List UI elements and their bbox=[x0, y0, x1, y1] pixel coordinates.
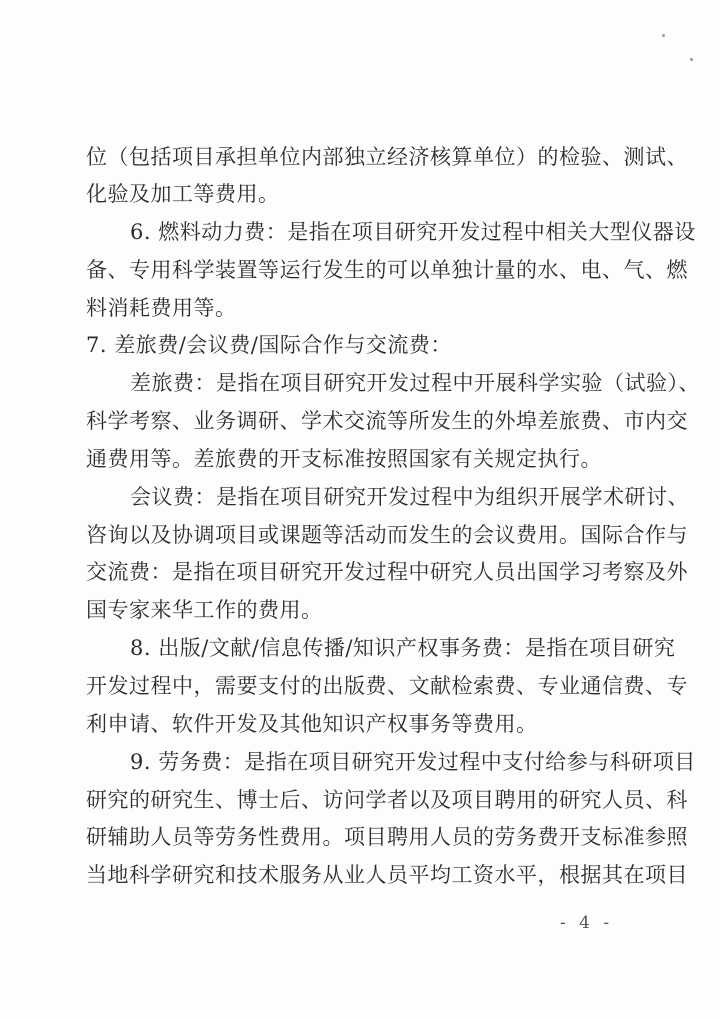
text-line: 利申请、软件开发及其他知识产权事务等费用。 bbox=[86, 712, 538, 736]
text-line: 通费用等。差旅费的开支标准按照国家有关规定执行。 bbox=[86, 447, 602, 471]
scan-speck bbox=[662, 34, 665, 37]
section-heading-publication: 8. 出版/文献/信息传播/知识产权事务费：是指在项目研究 bbox=[130, 636, 676, 660]
text-line: 会议费：是指在项目研究开发过程中为组织开展学术研讨、 bbox=[130, 485, 689, 509]
scan-speck bbox=[690, 58, 693, 61]
text-line: 料消耗费用等。 bbox=[86, 296, 237, 320]
text-line: 化验及加工等费用。 bbox=[86, 182, 280, 206]
text-line: 开发过程中，需要支付的出版费、文献检索费、专业通信费、专 bbox=[86, 674, 688, 698]
page-number: - 4 - bbox=[560, 913, 614, 933]
text-line: 咨询以及协调项目或课题等活动而发生的会议费用。国际合作与 bbox=[86, 523, 688, 547]
section-heading-fuel-power: 6. 燃料动力费：是指在项目研究开发过程中相关大型仪器设 bbox=[130, 220, 696, 244]
section-heading-labor: 9. 劳务费：是指在项目研究开发过程中支付给参与科研项目 bbox=[130, 750, 696, 774]
text-line: 位（包括项目承担单位内部独立经济核算单位）的检验、测试、 bbox=[86, 145, 688, 169]
text-line: 差旅费：是指在项目研究开发过程中开展科学实验（试验）、 bbox=[130, 371, 700, 395]
text-line: 研究的研究生、博士后、访问学者以及项目聘用的研究人员、科 bbox=[86, 788, 688, 812]
text-line: 国专家来华工作的费用。 bbox=[86, 598, 323, 622]
text-line: 研辅助人员等劳务性费用。项目聘用人员的劳务费开支标准参照 bbox=[86, 825, 688, 849]
section-heading-travel-meeting: 7. 差旅费/会议费/国际合作与交流费： bbox=[86, 333, 452, 357]
text-line: 科学考察、业务调研、学术交流等所发生的外埠差旅费、市内交 bbox=[86, 409, 688, 433]
text-line: 交流费：是指在项目研究开发过程中研究人员出国学习考察及外 bbox=[86, 560, 688, 584]
text-line: 当地科学研究和技术服务从业人员平均工资水平，根据其在项目 bbox=[86, 863, 688, 887]
text-line: 备、专用科学装置等运行发生的可以单独计量的水、电、气、燃 bbox=[86, 258, 688, 282]
